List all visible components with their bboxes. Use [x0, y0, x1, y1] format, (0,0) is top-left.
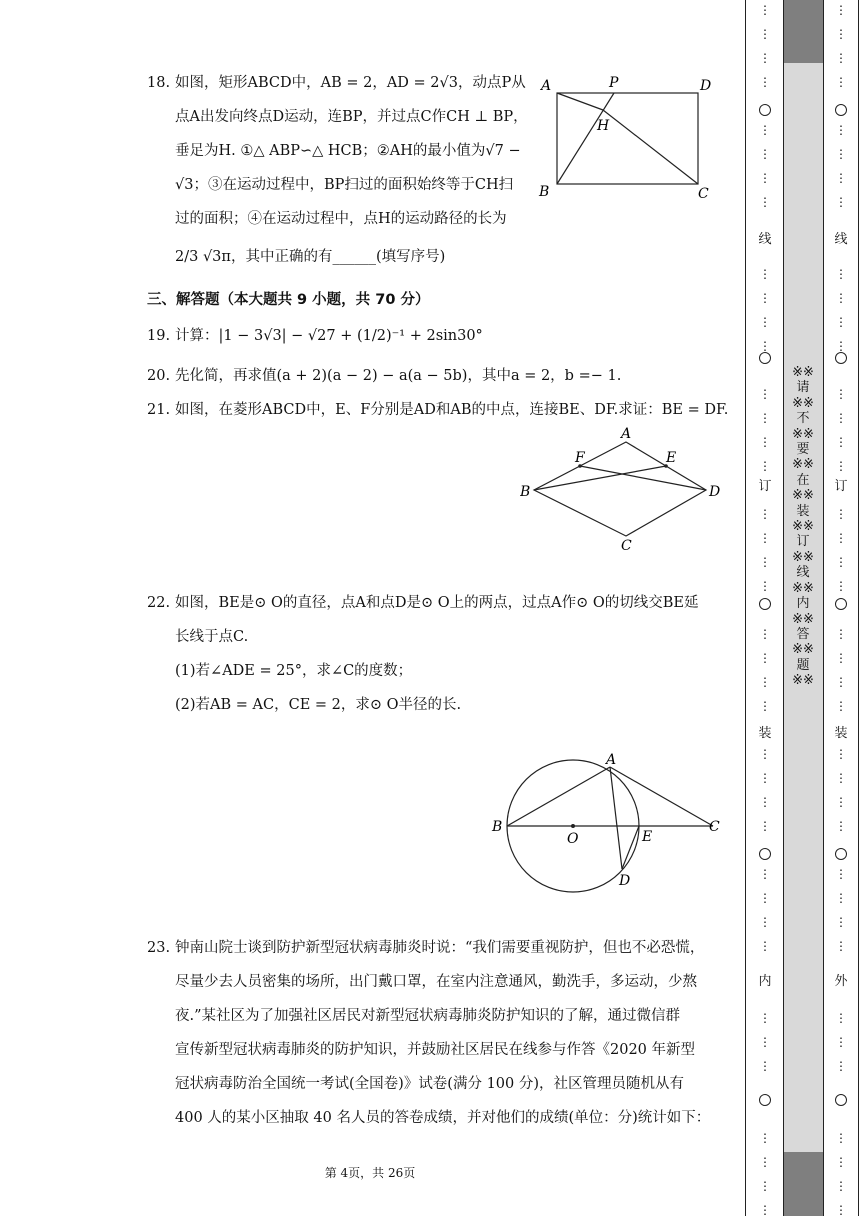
inner-seal-dots: ⋮ — [759, 171, 771, 185]
outer-seal-dots: ⋮ — [835, 627, 847, 641]
inner-seal-dots: ⋮ — [759, 1011, 771, 1025]
outer-seal-circle-mark — [835, 104, 847, 116]
q22-circle-figure — [488, 748, 728, 898]
outer-seal-dots: ⋮ — [835, 555, 847, 569]
band-border-left — [783, 0, 784, 1216]
label-p: P — [609, 75, 619, 91]
inner-seal-dots: ⋮ — [759, 1035, 771, 1049]
outer-seal-dots: ⋮ — [835, 747, 847, 761]
segment-ba — [507, 767, 610, 826]
inner-seal-dots: ⋮ — [759, 195, 771, 209]
inner-seal-dots: ⋮ — [759, 1203, 771, 1217]
label-o: O — [567, 831, 579, 847]
page-footer: 第 4页，共 26页 — [324, 1166, 416, 1180]
q23-number: 23. — [147, 940, 171, 956]
outer-seal-dots: ⋮ — [835, 675, 847, 689]
q20-text: 先化简，再求值(a + 2)(a − 2) − a(a − 5b)，其中a = 2，b =− 1. — [175, 368, 622, 384]
inner-seal-dots: ⋮ — [759, 51, 771, 65]
band-bottom-block — [783, 1152, 823, 1216]
inner-char-bind: 订 — [758, 479, 772, 494]
inner-seal-circle-mark — [759, 352, 771, 364]
q18-line5: 过的面积；④在运动过程中，点H的运动路径的长为 — [175, 211, 507, 227]
inner-seal-dots: ⋮ — [759, 627, 771, 641]
outer-seal-dots: ⋮ — [835, 51, 847, 65]
label-b: B — [520, 484, 531, 500]
outer-seal-dots: ⋮ — [835, 27, 847, 41]
q22-line4: (2)若AB = AC，CE = 2，求⊙ O半径的长. — [175, 697, 462, 713]
inner-seal-dots: ⋮ — [759, 387, 771, 401]
outer-seal-dots: ⋮ — [835, 291, 847, 305]
inner-seal-dots: ⋮ — [759, 1059, 771, 1073]
outer-seal-dots: ⋮ — [835, 267, 847, 281]
inner-seal-dots: ⋮ — [759, 555, 771, 569]
outer-seal-dots: ⋮ — [835, 1203, 847, 1217]
outer-seal-dots: ⋮ — [835, 915, 847, 929]
outer-seal-dots: ⋮ — [835, 891, 847, 905]
label-d: D — [709, 484, 721, 500]
outer-seal-dots: ⋮ — [835, 699, 847, 713]
inner-seal-dots: ⋮ — [759, 531, 771, 545]
outer-seal-dots: ⋮ — [835, 411, 847, 425]
q18-line2: 点A出发向终点D运动，连BP，并过点C作CH ⊥ BP， — [175, 109, 528, 125]
label-f: F — [575, 450, 585, 466]
outer-char-outside: 外 — [834, 974, 848, 989]
outer-seal-dots: ⋮ — [835, 1011, 847, 1025]
label-e: E — [666, 450, 677, 466]
outer-seal-circle-mark — [835, 352, 847, 364]
segment-bp — [557, 93, 614, 184]
outer-char-pack: 装 — [834, 726, 848, 741]
outer-seal-dots: ⋮ — [835, 315, 847, 329]
inner-char-pack: 装 — [758, 726, 772, 741]
q22-line1: 如图，BE是⊙ O的直径，点A和点D是⊙ O上的两点，过点A作⊙ O的切线交BE延 — [175, 595, 699, 611]
label-a: A — [541, 78, 552, 94]
band-border-right — [823, 0, 824, 1216]
q21-text: 如图，在菱形ABCD中，E、F分别是AD和AB的中点，连接BE、DF.求证：BE = DF. — [175, 402, 729, 418]
q18-line3: 垂足为H. ①△ ABP∽△ HCB；②AH的最小值为√7 − — [175, 143, 521, 159]
inner-seal-dots: ⋮ — [759, 411, 771, 425]
inner-seal-dots: ⋮ — [759, 1155, 771, 1169]
section-heading: 三、解答题（本大题共 9 小题，共 70 分） — [147, 292, 430, 308]
inner-seal-dots: ⋮ — [759, 747, 771, 761]
q23-line4: 宣传新型冠状病毒肺炎的防护知识，并鼓励社区居民在线参与作答《2020 年新型 — [175, 1042, 696, 1058]
outer-seal-dots: ⋮ — [835, 651, 847, 665]
q18-line1: 如图，矩形ABCD中，AB = 2，AD = 2√3，动点P从 — [175, 75, 526, 91]
q19-text: 计算：|1 − 3√3| − √27 + (1/2)⁻¹ + 2sin30° — [175, 328, 483, 344]
q18-number: 18. — [147, 75, 171, 91]
rect-abcd — [557, 93, 698, 184]
outer-seal-dots: ⋮ — [835, 1179, 847, 1193]
outer-seal-dots: ⋮ — [835, 1035, 847, 1049]
outer-seal-dots: ⋮ — [835, 819, 847, 833]
label-a: A — [621, 426, 632, 442]
inner-seal-dots: ⋮ — [759, 1131, 771, 1145]
segment-ah — [557, 93, 603, 110]
outer-seal-dots: ⋮ — [835, 123, 847, 137]
inner-seal-dots: ⋮ — [759, 339, 771, 353]
inner-seal-circle-mark — [759, 1094, 771, 1106]
label-d: D — [700, 78, 712, 94]
outer-seal-dots: ⋮ — [835, 3, 847, 17]
outer-seal-dots: ⋮ — [835, 939, 847, 953]
q18-line6: 2/3 √3π，其中正确的有______(填写序号) — [175, 249, 446, 265]
q21-rhombus-figure — [520, 420, 730, 555]
outer-char-bind: 订 — [834, 479, 848, 494]
inner-seal-dots: ⋮ — [759, 147, 771, 161]
band-top-block — [783, 0, 823, 63]
q22-line3: (1)若∠ADE = 25°，求∠C的度数； — [175, 663, 413, 679]
q20-number: 20. — [147, 368, 171, 384]
label-d: D — [619, 873, 631, 889]
q23-line3: 夜.”某社区为了加强社区居民对新型冠状病毒肺炎防护知识的了解，通过微信群 — [175, 1008, 681, 1024]
outer-seal-dots: ⋮ — [835, 531, 847, 545]
inner-seal-dots: ⋮ — [759, 795, 771, 809]
inner-seal-dots: ⋮ — [759, 435, 771, 449]
outer-seal-circle-mark — [835, 598, 847, 610]
inner-seal-dots: ⋮ — [759, 579, 771, 593]
inner-seal-dots: ⋮ — [759, 651, 771, 665]
label-a: A — [606, 752, 617, 768]
outer-seal-dots: ⋮ — [835, 1155, 847, 1169]
outer-char-line: 线 — [834, 232, 848, 247]
label-c: C — [621, 538, 632, 554]
q23-line1: 钟南山院士谈到防护新型冠状病毒肺炎时说：“我们需要重视防护，但也不必恐慌， — [175, 940, 705, 956]
outer-seal-dots: ⋮ — [835, 795, 847, 809]
inner-seal-circle-mark — [759, 598, 771, 610]
outer-seal-dots: ⋮ — [835, 339, 847, 353]
inner-seal-dots: ⋮ — [759, 867, 771, 881]
inner-seal-dots: ⋮ — [759, 267, 771, 281]
outer-seal-circle-mark — [835, 848, 847, 860]
outer-seal-dots: ⋮ — [835, 867, 847, 881]
center-o — [571, 824, 575, 828]
margin-border-left — [745, 0, 746, 1216]
label-b: B — [539, 184, 550, 200]
inner-seal-dots: ⋮ — [759, 27, 771, 41]
q18-rectangle-figure — [535, 70, 725, 205]
outer-seal-dots: ⋮ — [835, 771, 847, 785]
segment-ch — [603, 110, 698, 184]
inner-char-line: 线 — [758, 232, 772, 247]
q21-number: 21. — [147, 402, 171, 418]
outer-seal-dots: ⋮ — [835, 435, 847, 449]
rhombus-abcd — [534, 442, 706, 536]
outer-seal-dots: ⋮ — [835, 147, 847, 161]
outer-seal-dots: ⋮ — [835, 75, 847, 89]
inner-seal-dots: ⋮ — [759, 891, 771, 905]
inner-seal-dots: ⋮ — [759, 771, 771, 785]
outer-seal-dots: ⋮ — [835, 1131, 847, 1145]
label-c: C — [709, 819, 720, 835]
inner-char-inside: 内 — [758, 974, 772, 989]
margin-border-right — [858, 0, 859, 1216]
q18-line4: √3；③在运动过程中，BP扫过的面积始终等于CH扫 — [175, 177, 514, 193]
q22-line2: 长线于点C. — [175, 629, 249, 645]
q23-line2: 尽量少去人员密集的场所，出门戴口罩，在室内注意通风，勤洗手，多运动，少熬 — [175, 974, 697, 990]
q23-line5: 冠状病毒防治全国统一考试(全国卷)》试卷(满分 100 分)，社区管理员随机从有 — [175, 1076, 685, 1092]
segment-ac — [610, 767, 713, 826]
label-e: E — [642, 829, 653, 845]
inner-seal-dots: ⋮ — [759, 507, 771, 521]
outer-seal-dots: ⋮ — [835, 1059, 847, 1073]
segment-ad — [610, 767, 622, 869]
inner-seal-dots: ⋮ — [759, 819, 771, 833]
q22-number: 22. — [147, 595, 171, 611]
inner-seal-circle-mark — [759, 848, 771, 860]
q23-line6: 400 人的某小区抽取 40 名人员的答卷成绩，并对他们的成绩(单位：分)统计如下： — [175, 1110, 711, 1126]
outer-seal-dots: ⋮ — [835, 459, 847, 473]
label-h: H — [597, 118, 610, 134]
inner-seal-dots: ⋮ — [759, 699, 771, 713]
inner-seal-dots: ⋮ — [759, 291, 771, 305]
inner-seal-dots: ⋮ — [759, 123, 771, 137]
outer-seal-dots: ⋮ — [835, 507, 847, 521]
outer-seal-dots: ⋮ — [835, 195, 847, 209]
no-answer-warning: ※※请※※不※※要※※在※※装※※订※※线※※内※※答※※题※※ — [792, 365, 814, 689]
inner-seal-dots: ⋮ — [759, 939, 771, 953]
inner-seal-dots: ⋮ — [759, 675, 771, 689]
segment-ed — [622, 826, 639, 869]
inner-seal-dots: ⋮ — [759, 3, 771, 17]
inner-seal-dots: ⋮ — [759, 1179, 771, 1193]
inner-seal-dots: ⋮ — [759, 915, 771, 929]
inner-seal-dots: ⋮ — [759, 75, 771, 89]
outer-seal-dots: ⋮ — [835, 579, 847, 593]
inner-seal-circle-mark — [759, 104, 771, 116]
outer-seal-dots: ⋮ — [835, 171, 847, 185]
outer-seal-dots: ⋮ — [835, 387, 847, 401]
inner-seal-dots: ⋮ — [759, 459, 771, 473]
label-b: B — [492, 819, 503, 835]
label-c: C — [698, 186, 709, 202]
q19-number: 19. — [147, 328, 171, 344]
inner-seal-dots: ⋮ — [759, 315, 771, 329]
outer-seal-circle-mark — [835, 1094, 847, 1106]
